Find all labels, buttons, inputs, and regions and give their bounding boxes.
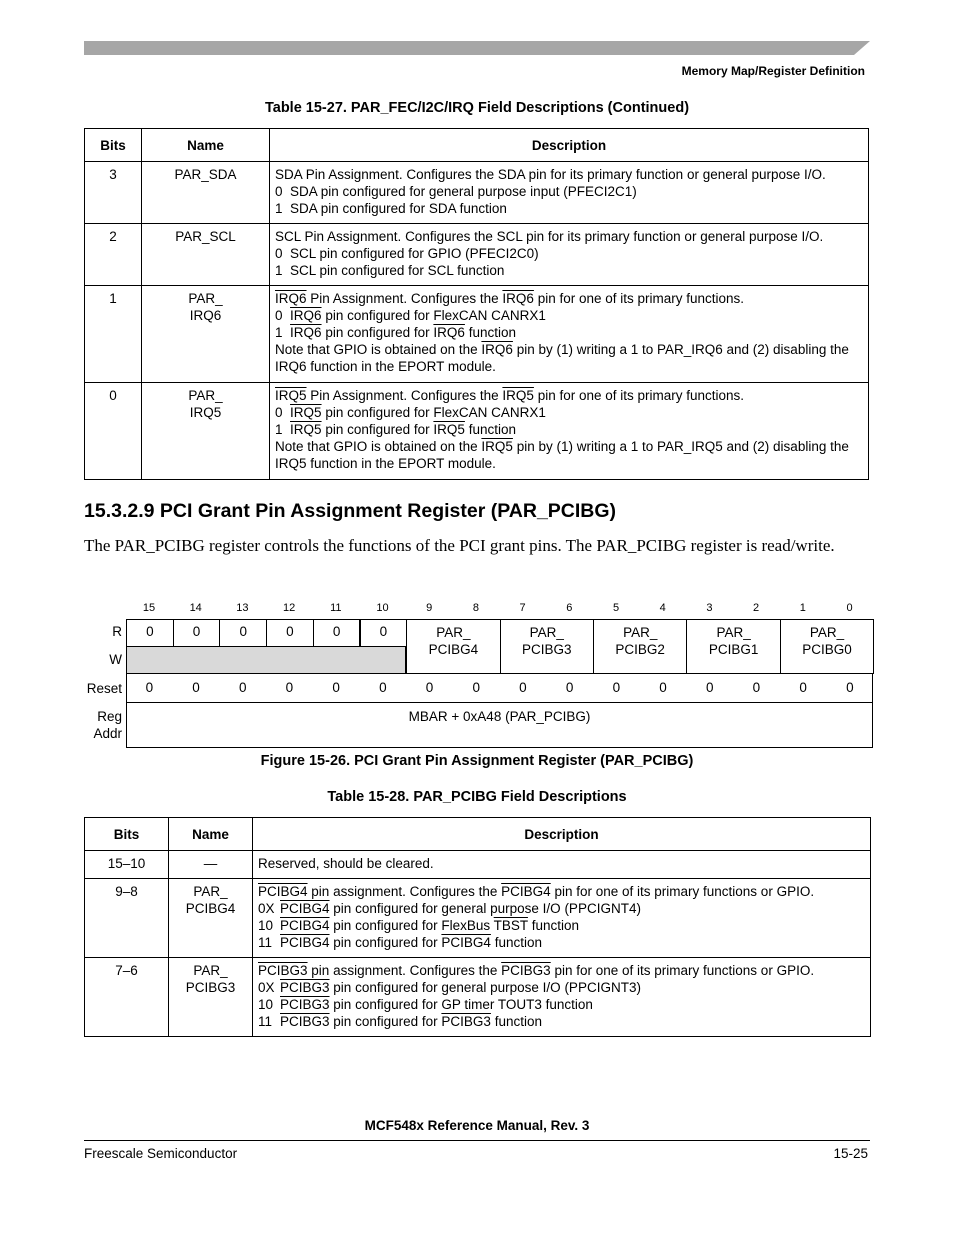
page-number: 15-25 [833,1146,868,1161]
column-header-name: Name [169,818,253,851]
value-code: 1 [275,263,283,278]
active-low-signal: PCIBG3 [280,1014,330,1029]
description-text: Pin Assignment. Configures the [310,388,499,403]
reset-value: 0 [332,680,340,695]
name-cell: PAR_SCL [142,224,270,286]
label-line: Addr [93,726,122,741]
description-text: pin configured for FlexCAN CANRX1 [325,405,546,420]
description-text: pin for one of its primary functions. [537,291,745,306]
description-text: Pin Assignment. Configures the [310,291,499,306]
description-text: pin for one of its primary functions or GPIO. [554,884,815,899]
register-field [686,619,780,674]
manual-title: MCF548x Reference Manual, Rev. 3 [364,1118,590,1133]
reset-value: 0 [565,680,574,695]
description-text: Note that GPIO is obtained on the [275,342,478,357]
column-header-bits: Bits [85,818,169,851]
description-text: pin configured for FlexBus [333,918,491,933]
description-text: pin configured for [325,422,430,437]
field-name-line: PCIBG3 [522,642,572,657]
description-line: IRQ6 function in the EPORT module. [275,359,496,374]
header-bar [84,41,870,55]
value-code: 0 [275,405,283,420]
field-description-table [84,817,871,1037]
description-text: pin configured for [325,325,430,340]
table-row [85,162,869,224]
description-line: IRQ5 function in the EPORT module. [275,456,496,471]
value-code: 0 [275,184,283,199]
section-heading: 15.3.2.9 PCI Grant Pin Assignment Register (PAR_PCIBG) [84,500,617,522]
bit-number: 9 [426,602,433,614]
bit-number: 6 [566,602,573,614]
table-row [85,224,869,286]
value-code: 11 [258,935,273,950]
reset-value: 0 [192,680,200,695]
row-label-reset: Reset [86,681,122,696]
read-only-bit: 0 [173,619,221,647]
description-text: function [468,325,516,340]
description-text: pin assignment. Configures the [311,963,498,978]
active-low-signal: IRQ6 [433,325,465,340]
description-text: function [468,422,516,437]
value-code: 1 [275,422,283,437]
bit-number: 14 [189,602,202,614]
bits-cell: 3 [85,162,142,224]
reset-value: 0 [425,680,434,695]
active-low-signal: PCIBG4 [280,918,330,933]
reset-value: 0 [659,680,667,695]
bits-cell: 0 [85,383,142,480]
description-line: SCL Pin Assignment. Configures the SCL pin for its primary function or general purpose I/O. [275,229,824,244]
description-cell [270,383,869,480]
value-code: 11 [258,1014,273,1029]
description-text: pin configured for FlexCAN CANRX1 [325,308,546,323]
active-low-signal: PCIBG3 [501,963,551,978]
company-name: Freescale Semiconductor [84,1146,238,1161]
value-code: 0 [275,246,283,261]
field-name-line: PAR_ [529,625,564,640]
name-cell [169,958,253,1037]
column-header-name: Name [142,129,270,162]
row-label-reg-addr [93,708,122,742]
reserved-write-area [126,646,406,674]
read-only-bit: 0 [360,619,408,647]
value-code: 0X [258,980,275,995]
bit-number: 15 [142,602,156,614]
value-code: 0X [258,901,275,916]
description-text: pin by (1) writing a 1 to PAR_IRQ6 and (2) disabling the [516,342,849,357]
description-text: pin configured for GP timer TOUT3 function [333,997,593,1012]
reset-value: 0 [379,680,387,695]
description-cell [270,286,869,383]
description-cell [270,162,869,224]
active-low-signal: PCIBG3 [258,963,308,978]
description-text: pin by (1) writing a 1 to PAR_IRQ5 and (2) disabling the [516,439,849,454]
name-line: IRQ5 [189,405,222,420]
register-field [593,619,687,674]
reset-value: 0 [799,680,807,695]
field-name-line: PAR_ [436,625,471,640]
field-name-line: PCIBG1 [708,642,759,657]
name-cell: PAR_SDA [142,162,270,224]
reset-value: 0 [285,680,294,695]
table-row [85,879,871,958]
reset-value: 0 [612,680,621,695]
active-low-signal: IRQ5 [433,422,465,437]
field-description-table [84,128,869,480]
description-text: function [494,1014,542,1029]
field-name-line: PAR_ [716,625,751,640]
read-only-bit: 0 [126,619,174,647]
register-field [406,619,500,674]
read-only-bit: 0 [219,619,267,647]
reset-value: 0 [519,680,527,695]
name-line: PAR_ [188,291,223,306]
active-low-signal: IRQ5 [481,439,513,454]
register-address: MBAR + 0xA48 (PAR_PCIBG) [126,702,873,748]
active-low-signal: PCIBG4 [280,901,330,916]
value-code: 10 [258,918,274,933]
bit-number: 4 [659,602,666,614]
bits-cell: 1 [85,286,142,383]
read-only-bit: 0 [313,619,361,647]
bit-number: 11 [330,602,342,614]
description-text: pin assignment. Configures the [311,884,498,899]
name-line: PCIBG3 [185,980,236,995]
field-name-line: PCIBG0 [802,642,852,657]
name-cell: — [169,851,253,879]
section-paragraph: The PAR_PCIBG register controls the functions of the PCI grant pins. The PAR_PCIBG register is read/write. [84,536,835,555]
active-low-signal: PCIBG4 [258,884,308,899]
reset-value: 0 [705,680,714,695]
reset-value: 0 [846,680,854,695]
table-caption: Table 15-27. PAR_FEC/I2C/IRQ Field Descriptions (Continued) [264,100,690,116]
description-line: SCL pin configured for SCL function [290,263,505,278]
table-row [85,851,871,879]
active-low-signal: IRQ6 [290,325,322,340]
bits-cell: 15–10 [85,851,169,879]
name-line: PCIBG4 [185,901,236,916]
description-line: SDA pin configured for general purpose input (PFECI2C1) [290,184,637,199]
description-text: pin configured for [333,1014,438,1029]
bit-number: 5 [612,602,620,614]
register-field [500,619,594,674]
value-code: 10 [258,997,274,1012]
register-field [780,619,874,674]
column-header-description: Description [270,129,869,162]
bit-number: 2 [753,602,760,614]
bit-number: 12 [282,602,296,614]
bits-cell: 9–8 [85,879,169,958]
description-text: function [494,935,542,950]
active-low-signal: IRQ6 [275,291,307,306]
description-text: function [531,918,579,933]
bit-number: 0 [846,602,853,614]
bit-number: 13 [236,602,249,614]
bit-number: 10 [376,602,389,614]
name-line: PAR_ [193,884,228,899]
name-line: PAR_ [188,388,223,403]
reset-value: 0 [472,680,480,695]
active-low-signal: IRQ5 [275,388,307,403]
bit-number: 7 [519,602,526,614]
active-low-signal: IRQ5 [290,405,322,420]
description-text: pin configured for general purpose I/O (PPCIGNT4) [333,901,641,916]
running-header: Memory Map/Register Definition [681,64,865,78]
read-only-bit: 0 [266,619,314,647]
description-line: SDA pin configured for SDA function [290,201,507,216]
description-text: pin for one of its primary functions or GPIO. [554,963,815,978]
field-name-line: PAR_ [623,625,658,640]
column-header-description: Description [253,818,871,851]
name-line: PAR_ [193,963,228,978]
name-cell [142,286,270,383]
name-cell [169,879,253,958]
description-cell [270,224,869,286]
active-low-signal: IRQ6 [481,342,513,357]
footer-rule [84,1140,870,1141]
active-low-signal: PCIBG3 [280,997,330,1012]
description-line: SCL pin configured for GPIO (PFECI2C0) [290,246,539,261]
bit-number: 3 [706,602,713,614]
row-label-r: R [112,624,122,639]
field-name-line: PCIBG2 [615,642,665,657]
field-name-line: PCIBG4 [428,642,479,657]
bit-number: 8 [472,602,479,614]
table-row [85,383,869,480]
description-cell: Reserved, should be cleared. [253,851,871,879]
bit-number: 1 [799,602,806,614]
active-low-signal: PCIBG4 [280,935,330,950]
label-line: Reg [97,709,122,724]
bits-cell: 2 [85,224,142,286]
figure-caption: Figure 15-26. PCI Grant Pin Assignment Register (PAR_PCIBG) [260,753,694,769]
value-code: 0 [275,308,283,323]
active-low-signal: PCIBG3 [280,980,330,995]
name-line: IRQ6 [189,308,222,323]
description-text: pin configured for [333,935,438,950]
value-code: 1 [275,325,283,340]
active-low-signal: PCIBG4 [501,884,551,899]
description-cell [253,879,871,958]
active-low-signal: PCIBG4 [441,935,491,950]
table-row [85,958,871,1037]
active-low-signal: IRQ5 [502,388,534,403]
active-low-signal: IRQ5 [290,422,322,437]
name-cell [142,383,270,480]
table-row [85,286,869,383]
column-header-bits: Bits [85,129,142,162]
description-text: pin configured for general purpose I/O (PPCIGNT3) [333,980,641,995]
active-low-signal: IRQ6 [502,291,534,306]
reset-value: 0 [238,680,247,695]
row-label-w: W [109,652,122,667]
reset-value: 0 [752,680,761,695]
description-line: SDA Pin Assignment. Configures the SDA pin for its primary function or general purpose I/O. [275,167,826,182]
active-low-signal: IRQ6 [290,308,322,323]
bits-cell: 7–6 [85,958,169,1037]
description-cell [253,958,871,1037]
reset-value: 0 [145,680,154,695]
field-name-line: PAR_ [809,625,845,640]
active-low-signal: TBST [493,918,528,933]
description-text: pin for one of its primary functions. [537,388,745,403]
value-code: 1 [275,201,283,216]
description-text: Note that GPIO is obtained on the [275,439,478,454]
table-caption: Table 15-28. PAR_PCIBG Field Descriptions [327,789,627,805]
active-low-signal: PCIBG3 [441,1014,491,1029]
